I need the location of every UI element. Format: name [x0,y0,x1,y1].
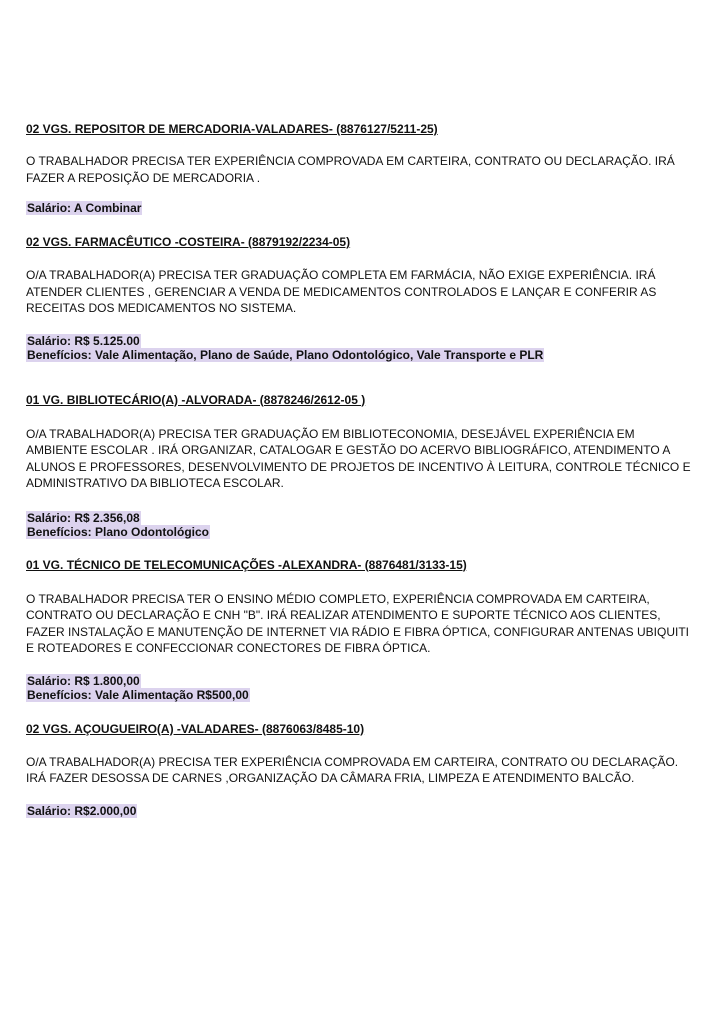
salary-label: Salário: R$ 2.356,08 [27,510,140,525]
benefits-label: Benefícios: Plano Odontológico [27,524,210,539]
salary-label: Salário: A Combinar [27,201,142,215]
job-compensation [26,511,698,539]
salary-label: Salário: R$ 5.125.00 [27,333,140,348]
benefits-label: Benefícios: Vale Alimentação R$500,00 [27,687,249,702]
job-description: O TRABALHADOR PRECISA TER EXPERIÊNCIA COMPROVADA EM CARTEIRA, CONTRATO OU DECLARAÇÃO. IRÁ FAZER A REPOSIÇÃO DE MERCADORIA . [26,154,675,185]
job-description: O TRABALHADOR PRECISA TER O ENSINO MÉDIO COMPLETO, EXPERIÊNCIA COMPROVADA EM CARTEIRA, CONTRATO OU DECLARAÇÃO E CNH "B". IRÁ REALIZAR ATENDIMENTO E SUPORTE TÉCNICO AOS CLIENTES, FAZER INSTALAÇÃO E MANUTENÇÃO DE INTERNET VIA RÁDIO E FIBRA ÓPTICA, CONFIGURAR ANTENAS UBIQUITI E ROTEADORES E CONFECCIONAR CONECTORES DE FIBRA ÓPTICA. [26,591,689,655]
salary-label: Salário: R$ 1.800,00 [27,673,140,688]
job-listing [26,721,698,818]
job-title: 02 VGS. AÇOUGUEIRO(A) -VALADARES- (8876063/8485-10) [26,721,365,736]
job-listing [26,392,698,539]
job-title: 02 VGS. FARMACÊUTICO -COSTEIRA- (8879192/2234-05) [26,235,351,249]
job-title: 01 VG. BIBLIOTECÁRIO(A) -ALVORADA- (8878246/2612-05 ) [26,392,366,407]
job-listing [26,234,698,362]
job-compensation [26,804,698,818]
job-compensation [26,674,698,702]
salary-label: Salário: R$2.000,00 [27,803,137,818]
job-listing [26,557,698,702]
job-description: O/A TRABALHADOR(A) PRECISA TER GRADUAÇÃO EM BIBLIOTECONOMIA, DESEJÁVEL EXPERIÊNCIA EM AMBIENTE ESCOLAR . IRÁ ORGANIZAR, CATALOGAR E GESTÃO DO ACERVO BIBLIOGRÁFICO, ATENDIMENTO A ALUNOS E PROFESSORES, DESENVOLVIMENTO DE PROJETOS DE INCENTIVO À LEITURA, CONTROLE TÉCNICO E ADMINISTRATIVO DA BIBLIOTECA ESCOLAR. [26,426,691,490]
job-title: 02 VGS. REPOSITOR DE MERCADORIA-VALADARES- (8876127/5211-25) [26,122,438,136]
job-description: O/A TRABALHADOR(A) PRECISA TER EXPERIÊNCIA COMPROVADA EM CARTEIRA, CONTRATO OU DECLARAÇÃO. IRÁ FAZER DESOSSA DE CARNES ,ORGANIZAÇÃO DA CÂMARA FRIA, LIMPEZA E ATENDIMENTO BALCÃO. [26,754,679,785]
job-compensation [26,334,698,362]
job-listing [26,121,698,215]
benefits-label: Benefícios: Vale Alimentação, Plano de Saúde, Plano Odontológico, Vale Transporte e PLR [27,347,544,362]
job-listings-page [26,121,698,818]
job-compensation [26,201,698,215]
job-title: 01 VG. TÉCNICO DE TELECOMUNICAÇÕES -ALEXANDRA- (8876481/3133-15) [26,557,467,572]
job-description: O/A TRABALHADOR(A) PRECISA TER GRADUAÇÃO COMPLETA EM FARMÁCIA, NÃO EXIGE EXPERIÊNCIA. IRÁ ATENDER CLIENTES , GERENCIAR A VENDA DE MEDICAMENTOS CONTROLADOS E LANÇAR E CONFERIR AS RECEITAS DOS MEDICAMENTOS NO SISTEMA. [26,268,657,315]
